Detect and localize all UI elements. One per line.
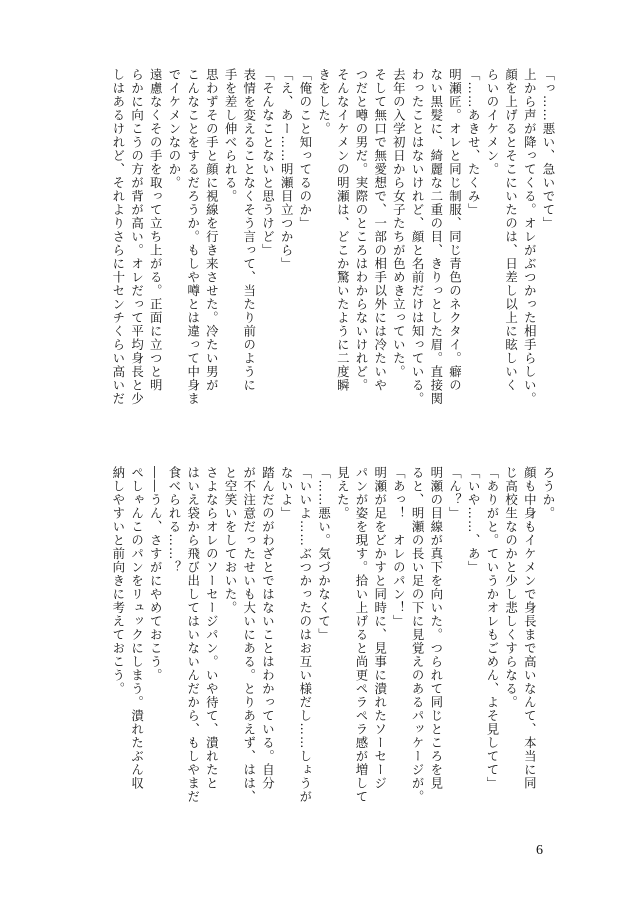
text-line: 明瀬の目線が真下を向いた。つられて同じところを見 <box>428 466 444 790</box>
text-line: ――うん、さすがにやめておこう。 <box>148 466 164 682</box>
text-line: が不注意だったせいも大いにある。とりあえず、はは、 <box>241 466 257 804</box>
text-line: きをした。 <box>316 68 332 136</box>
text-line: 「……悪い。気づかなくて」 <box>316 466 332 642</box>
text-line: パンが姿を現す。拾い上げると尚更ペラペラ感が増して <box>353 466 369 804</box>
text-line: 「いいよ……ぶつかったのはお互い様だし……しょうが <box>297 466 313 804</box>
text-line: つだと噂の男だ。実際のところはわからないけれど。 <box>353 68 369 392</box>
text-line: 「ありがと。ていうかオレもごめん、よそ見してて」 <box>484 466 500 790</box>
text-line: 明瀬匠。オレと同じ制服、同じ青色のネクタイ。癖の <box>447 68 463 392</box>
text-line: ないよ」 <box>279 466 295 520</box>
text-line: らいのイケメン。 <box>484 68 500 176</box>
text-line: でイケメンなのか。 <box>166 68 182 190</box>
text-line: 「っ……悪い、急いでて」 <box>541 68 556 230</box>
text-line: 「あっ！ オレのパン！」 <box>391 466 407 628</box>
text-line: 「え、あー……明瀬目立つから」 <box>279 68 295 271</box>
text-line: わったことはないけれど、顔と名前だけは知っている。 <box>410 68 426 406</box>
text-line: そして無口で無愛想で、一部の相手以外には冷たいや <box>372 68 388 392</box>
lower-text-block <box>108 466 557 816</box>
text-line: 食べられる……？ <box>166 466 182 574</box>
text-line: 顔も中身もイケメンで身長まで高いなんて、本当に同 <box>522 466 538 790</box>
text-line: しはあるけれど、それよりさらに十センチくらい高いだ <box>110 68 126 406</box>
text-line: 「……あきせ、たくみ」 <box>466 68 482 217</box>
text-line: ろうか。 <box>541 466 556 520</box>
text-line: そんなイケメンの明瀬は、どこか驚いたように二度瞬 <box>335 68 351 392</box>
page-number: 6 <box>536 843 543 858</box>
text-line: ぺしゃんこのパンをリュックにしまう。潰れたぶん収 <box>129 466 145 790</box>
text-line: 「ん？」 <box>447 466 463 520</box>
text-line: ない黒髪に、綺麗な二重の目、きりっとした眉。直接関 <box>428 68 444 406</box>
text-line: ると、明瀬の長い足の下に見覚えのあるパッケージが。 <box>410 466 426 804</box>
text-line: 「いや……、あ」 <box>466 466 482 574</box>
text-line: こんなことをするだろうか。もしや噂とは違って中身ま <box>185 68 201 406</box>
text-line: らかに向こうの方が背が高い。オレだって平均身長と少 <box>129 68 145 406</box>
text-line: 手を差し伸べられる。 <box>223 68 239 203</box>
text-line: 「俺のこと知ってるのか」 <box>297 68 313 230</box>
text-line: さよならオレのソーセージパン。いや待て、潰れたと <box>204 466 220 790</box>
text-line: 思わずその手と顔に視線を行き来させた。冷たい男が <box>204 68 220 392</box>
text-line: 顔を上げるとそこにいたのは、日差し以上に眩しいく <box>503 68 519 392</box>
text-line: 「そんなことないと思うけど」 <box>260 68 276 257</box>
text-line: 上から声が降ってくる。オレがぶつかった相手らしい。 <box>522 68 538 406</box>
text-line: と空笑いをしておいた。 <box>223 466 239 615</box>
text-line: じ高校生なのかと少し悲しくすらなる。 <box>503 466 519 709</box>
text-line: 納しやすいと前向きに考えておこう。 <box>110 466 126 696</box>
text-line: 去年の入学初日から女子たちが色めき立っていた。 <box>391 68 407 379</box>
text-line: 明瀬が足をどかすと同時に、見事に潰れたソーセージ <box>372 466 388 790</box>
text-line: 見えた。 <box>335 466 351 520</box>
text-line: 踏んだのがわざとではないことはわかっている。自分 <box>260 466 276 790</box>
text-line: はいえ袋から飛び出してはいないんだから、もしやまだ <box>185 466 201 804</box>
text-line: 遠慮なくその手を取って立ち上がる。正面に立つと明 <box>148 68 164 392</box>
text-line: 表情を変えることなくそう言って、当たり前のように <box>241 68 257 392</box>
upper-text-block <box>108 68 557 418</box>
